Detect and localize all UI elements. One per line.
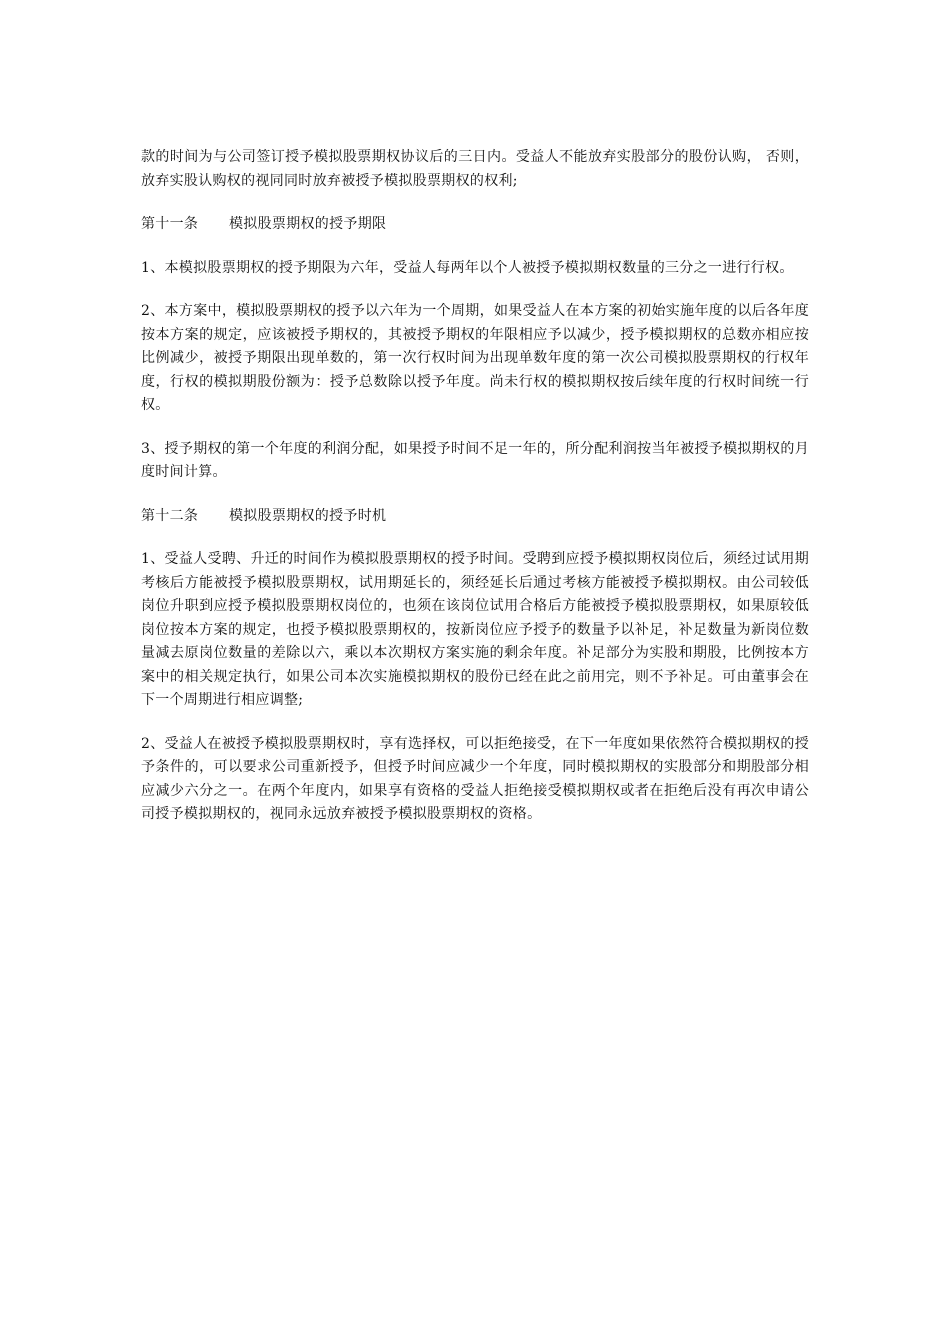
- article-11-clause-2: 2、本方案中，模拟股票期权的授予以六年为一个周期，如果受益人在本方案的初始实施年度的以后各年度按本方案的规定，应该被授予期权的，其被授予期权的年限相应予以减少，授予模拟期权的总数亦相应按比例减少，被授予期限出现单数的，第一次行权时间为出现单数年度的第一次公司模拟股票期权的行权年度，行权的模拟期股份额为：授予总数除以授予年度。尚未行权的模拟期权按后续年度的行权时间统一行权。: [141, 303, 809, 413]
- article-12-clause-2: 2、受益人在被授予模拟股票期权时，享有选择权，可以拒绝接受，在下一年度如果依然符合模拟期权的授予条件的，可以要求公司重新授予，但授予时间应减少一个年度，同时模拟期权的实股部分和期股部分相应减少六分之一。在两个年度内，如果享有资格的受益人拒绝接受模拟期权或者在拒绝后没有再次申请公司授予模拟期权的，视同永远放弃被授予模拟股票期权的资格。: [141, 735, 809, 822]
- article-number: 第十一条: [141, 216, 199, 232]
- article-12-heading: [141, 505, 809, 529]
- article-12-clause-1: 1、受益人受聘、升迁的时间作为模拟股票期权的授予时间。受聘到应授予模拟期权岗位后，须经过试用期考核后方能被授予模拟股票期权，试用期延长的，须经延长后通过考核方能被授予模拟期权。由公司较低岗位升职到应授予模拟股票期权岗位的，也须在该岗位试用合格后方能被授予模拟股票期权，如果原较低岗位按本方案的规定，也授予模拟股票期权的，按新岗位应予授予的数量予以补足，补足数量为新岗位数量减去原岗位数量的差除以六，乘以本次期权方案实施的剩余年度。补足部分为实股和期股，比例按本方案中的相关规定执行，如果公司本次实施模拟期权的股份已经在此之前用完，则不予补足。可由董事会在下一个周期进行相应调整;: [141, 551, 809, 708]
- article-11-clause-3: 3、授予期权的第一个年度的利润分配，如果授予时间不足一年的，所分配利润按当年被授予模拟期权的月度时间计算。: [141, 440, 809, 480]
- document-body: [141, 146, 809, 847]
- article-number: 第十二条: [141, 507, 199, 524]
- article-title: 模拟股票期权的授予期限: [229, 216, 387, 232]
- article-11-clause-1: 1、本模拟股票期权的授予期限为六年，受益人每两年以个人被授予模拟期权数量的三分之一进行行权。: [141, 259, 794, 276]
- article-11-heading: [141, 213, 809, 237]
- article-title: 模拟股票期权的授予时机: [229, 507, 387, 524]
- paragraph-continuation: 款的时间为与公司签订授予模拟股票期权协议后的三日内。受益人不能放弃实股部分的股份认购， 否则，放弃实股认购权的视同同时放弃被授予模拟股票期权的权利;: [141, 149, 809, 189]
